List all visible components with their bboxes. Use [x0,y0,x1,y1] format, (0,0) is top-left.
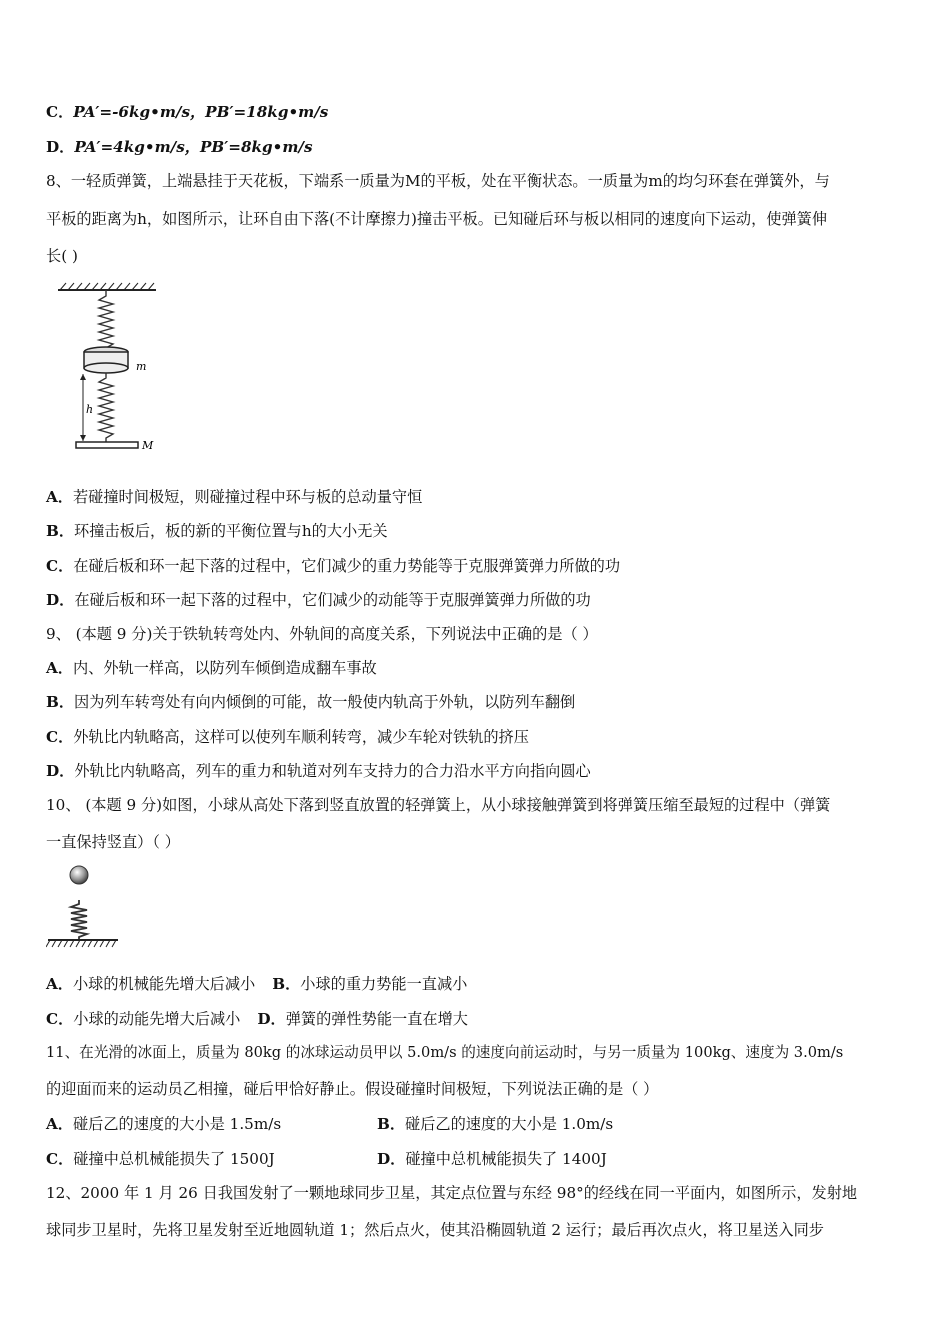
q9-option-a: A．内、外轨一样高，以防列车倾倒造成翻车事故 [46,659,377,677]
q9-option-b: B．因为列车转弯处有向内倾倒的可能，故一般使内轨高于外轨，以防列车翻倒 [46,693,576,711]
ball [70,866,88,884]
ceiling-hatch [60,283,154,290]
q8-option-b: B．环撞击板后，板的新的平衡位置与h的大小无关 [46,522,388,540]
label-M: M [142,439,154,452]
q10-options-row1: A．小球的机械能先增大后减小 B．小球的重力势能一直减小 [46,975,468,993]
q11-stem-line2: 的迎面而来的运动员乙相撞，碰后甲恰好静止。假设碰撞时间极短，下列说法正确的是（ ） [46,1080,659,1098]
label-h: h [86,403,94,416]
spring-lower [99,373,113,442]
ball-spring-figure [46,862,122,950]
q11-option-d: D．碰撞中总机械能损失了 1400J [377,1150,607,1168]
h-arrow-up [80,374,86,380]
q9-option-d: D．外轨比内轨略高，列车的重力和轨道对列车支持力的合力沿水平方向指向圆心 [46,762,591,780]
q11-option-a: A．碰后乙的速度的大小是 1.5m/s [46,1115,282,1133]
q9-option-c: C．外轨比内轨略高，这样可以使列车顺利转弯，减少车轮对铁轨的挤压 [46,728,529,746]
q8-stem-line3: 长( ) [46,247,78,265]
ground-hatch [46,940,116,947]
ring-bottom [84,363,128,373]
q12-stem-line2: 球同步卫星时，先将卫星发射至近地圆轨道 1；然后点火，使其沿椭圆轨道 2 运行；最后再次点火，将卫星送入同步 [46,1221,824,1239]
q7-option-c: C．PA′=-6kg•m/s，PB′=18kg•m/s [46,103,329,121]
q11-option-b: B．碰后乙的速度的大小是 1.0m/s [377,1115,614,1133]
q10-stem-line1: 10、 (本题 9 分)如图，小球从高处下落到竖直放置的轻弹簧上，从小球接触弹簧到将弹簧压缩至最短的过程中（弹簧 [46,796,831,814]
q7-option-d: D．PA′=4kg•m/s，PB′=8kg•m/s [46,138,313,156]
label-m: m [136,360,147,373]
spring-ring-plate-figure [46,282,166,454]
q8-stem-line1: 8、一轻质弹簧，上端悬挂于天花板，下端系一质量为M的平板，处在平衡状态。一质量为m的均匀环套在弹簧外，与 [46,172,830,190]
q10-options-row2: C．小球的动能先增大后减小 D．弹簧的弹性势能一直在增大 [46,1010,468,1028]
q8-option-c: C．在碰后板和环一起下落的过程中，它们减少的重力势能等于克服弹簧弹力所做的功 [46,557,621,575]
q8-option-a: A．若碰撞时间极短，则碰撞过程中环与板的总动量守恒 [46,488,423,506]
plate [76,442,138,448]
q10-stem-line2: 一直保持竖直）（ ） [46,833,180,851]
q9-stem: 9、 (本题 9 分)关于铁轨转弯处内、外轨间的高度关系，下列说法中正确的是（ ） [46,625,598,643]
h-arrow-down [80,435,86,441]
q8-option-d: D．在碰后板和环一起下落的过程中，它们减少的动能等于克服弹簧弹力所做的功 [46,591,591,609]
q12-stem-line1: 12、2000 年 1 月 26 日我国发射了一颗地球同步卫星，其定点位置与东经 98°的经线在同一平面内，如图所示，发射地 [46,1184,858,1202]
vertical-spring [71,900,87,940]
q11-stem-line1: 11、在光滑的冰面上，质量为 80kg 的冰球运动员甲以 5.0m/s 的速度向前运动时，与另一质量为 100kg、速度为 3.0m/s [46,1044,844,1061]
spring-upper [99,290,113,348]
q8-stem-line2: 平板的距离为h，如图所示，让环自由下落(不计摩擦力)撞击平板。已知碰后环与板以相同的速度向下运动，使弹簧伸 [46,210,828,228]
q11-option-c: C．碰撞中总机械能损失了 1500J [46,1150,275,1168]
